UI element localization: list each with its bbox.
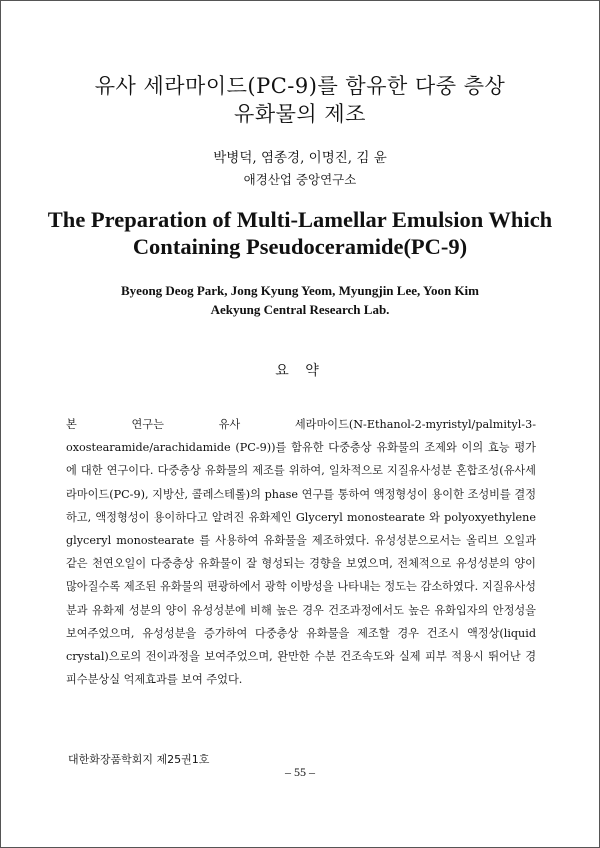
korean-title [0, 72, 600, 128]
english-authors: Byeong Deog Park, Jong Kyung Yeom, Myungjin Lee, Yoon Kim [121, 283, 479, 298]
english-title-line2: Containing Pseudoceramide(PC-9) [132, 234, 468, 259]
journal-footer: 대한화장품학회지 제25권1호 [68, 753, 210, 766]
korean-affiliation: 애경산업 중앙연구소 [243, 172, 357, 187]
korean-title-line1: 유사 세라마이드(PC-9)를 함유한 다중 층상 [94, 74, 506, 98]
english-title-line1: The Preparation of Multi-Lamellar Emulsion Which [47, 207, 553, 232]
abstract-heading: 요 약 [275, 363, 325, 379]
korean-title-line2: 유화물의 제조 [234, 102, 366, 126]
english-affiliation: Aekyung Central Research Lab. [210, 302, 390, 317]
korean-authors: 박병덕, 염종경, 이명진, 김 윤 [213, 150, 387, 166]
english-title [0, 206, 600, 260]
english-author-block [0, 281, 600, 319]
page-number: – 55 – [285, 765, 315, 779]
abstract-body: 본 연구는 유사 세라마이드(N-Ethanol-2-myristyl/palmityl-3-oxostearamide/arachidamide (PC-9))를 함유한 다중층상 유화물의 조제와 이의 효능 평가에 대한 연구이다. 다중층상 유화물의 제조를 위하여, 일차적으로 지질유사성분 혼합조성(유사세라마이드(PC-9), 지방산, 콜레스테롤)의 phase 연구를 통하여 액정형성이 용이한 조성비를 결정하고, 액정형성이 용이하다고 알려진 유화제인 Glyceryl monostearate 와 polyoxyethylene glyceryl monostearate 를 사용하여 유화물을 제조하였다. 유성성분으로서는 올리브 오일과 같은 천연오일이 다중층상 유화물이 잘 형성되는 경향을 보였으며, 전체적으로 유성성분의 양이 많아질수록 제조된 유화물의 편광하에서 광학 이방성을 나타내는 정도는 감소하였다. 지질유사성분과 유화제 성분의 양이 유성성분에 비해 높은 경우 건조과정에서도 높은 유화입자의 안정성을 보여주었으며, 유성성분을 증가하여 다중층상 유화물을 제조할 경우 건조시 액정상(liquid crystal)으로의 전이과정을 보여주었으며, 완만한 수분 건조속도와 실제 피부 적용시 뛰어난 경피수분상실 억제효과를 보여 주었다. [66, 418, 536, 687]
